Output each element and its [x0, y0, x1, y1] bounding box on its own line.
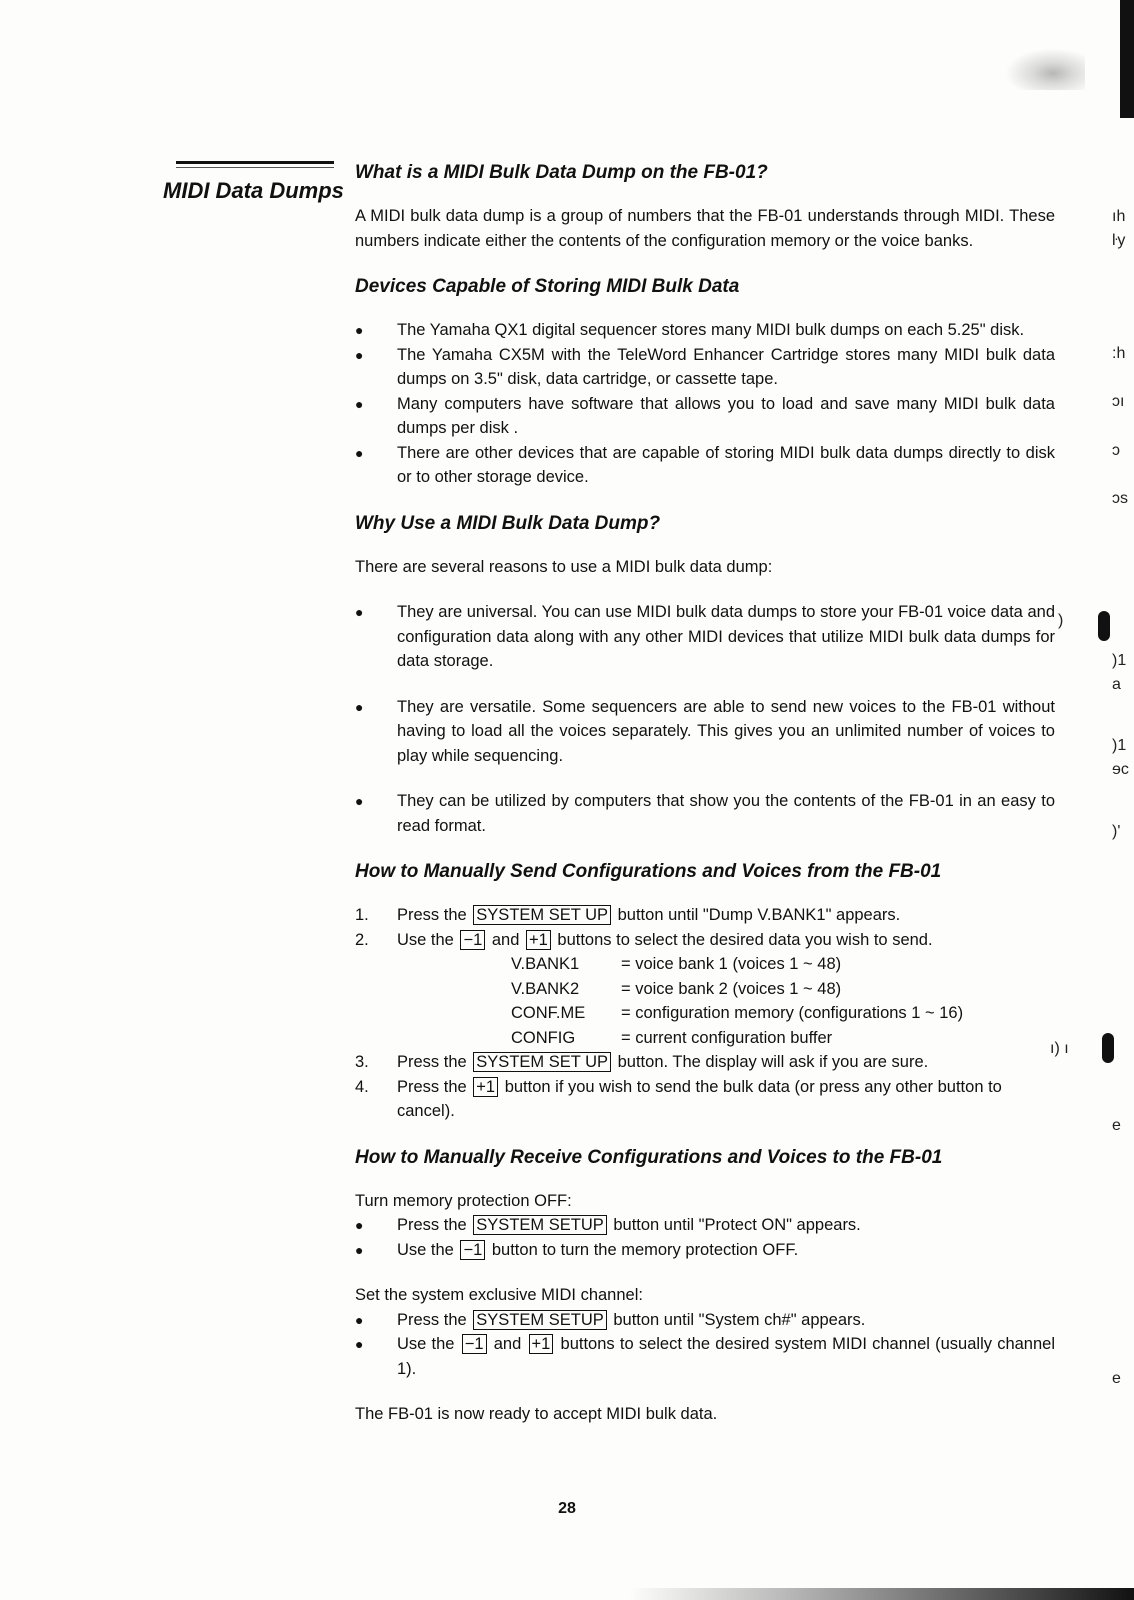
key-label: −1	[460, 1240, 485, 1260]
item-text: Press the	[397, 1216, 467, 1234]
key-label: SYSTEM SET UP	[473, 905, 611, 925]
section-intro: There are several reasons to use a MIDI bulk data dump:	[355, 557, 773, 576]
edge-fragment: :h	[1112, 345, 1126, 362]
step-text: Press the	[397, 1077, 467, 1096]
list-item	[355, 1238, 1055, 1263]
edge-fragment: e	[1112, 1370, 1121, 1387]
step-item	[355, 1075, 1055, 1124]
item-text: button until "System ch#" appears.	[613, 1310, 866, 1329]
step-text: Press the	[397, 906, 467, 924]
scan-artifact	[1005, 48, 1085, 90]
bullet-list	[355, 1213, 1055, 1262]
step-text: Use the	[397, 930, 454, 949]
edge-fragment: ↄı	[1112, 393, 1125, 410]
list-item: ● They can be utilized by computers that show you the contents of the FB-01 in an easy to read format.	[355, 789, 1055, 838]
definition-row	[511, 952, 1055, 977]
step-text: buttons to select the desired data you wish to send.	[557, 930, 933, 949]
step-item	[355, 928, 1055, 1051]
definition-desc: = voice bank 1 (voices 1 ~ 48)	[621, 955, 842, 973]
section-heading: How to Manually Receive Configurations and Voices to the FB-01	[355, 1146, 943, 1168]
edge-fragment: ıh	[1112, 208, 1126, 225]
key-label: SYSTEM SETUP	[473, 1310, 606, 1330]
step-item	[355, 1050, 1055, 1075]
list-item	[355, 1213, 1055, 1238]
definition-row	[511, 1001, 1055, 1026]
definition-row	[511, 1026, 1055, 1051]
bullet-list	[355, 1308, 1055, 1382]
edge-fragment: )1	[1112, 652, 1127, 669]
list-item: ● The Yamaha CX5M with the TeleWord Enhancer Cartridge stores many MIDI bulk data dumps on 3.5" disk, data cartridge, or cassette tape.	[355, 343, 1055, 392]
edge-fragment: ı) ı	[1050, 1040, 1069, 1057]
definition-list	[511, 952, 1055, 1050]
key-label: +1	[529, 1334, 554, 1354]
list-item: ● They are versatile. Some sequencers are able to send new voices to the FB-01 without having to load all the voices separately. This gives you an unlimited number of voices to play while sequencing.	[355, 695, 1055, 769]
bullet-list	[355, 600, 1055, 838]
list-item: ● The Yamaha QX1 digital sequencer stores many MIDI bulk dumps on each 5.25" disk.	[355, 318, 1055, 343]
step-number: 3.	[355, 1053, 369, 1071]
list-item: ● Many computers have software that allows you to load and save many MIDI bulk data dumps per disk .	[355, 392, 1055, 441]
section-heading: How to Manually Send Configurations and Voices from the FB-01	[355, 861, 942, 882]
page-edge-bar	[1120, 0, 1134, 118]
edge-fragment: ɘc	[1112, 761, 1129, 778]
section-heading: Why Use a MIDI Bulk Data Dump?	[355, 512, 661, 534]
ink-blot	[1098, 611, 1110, 641]
list-item: ● There are other devices that are capable of storing MIDI bulk data dumps directly to disk or to other storage device.	[355, 441, 1055, 490]
step-number: 1.	[355, 906, 369, 924]
key-label: SYSTEM SET UP	[473, 1052, 611, 1072]
definition-desc: = voice bank 2 (voices 1 ~ 48)	[621, 979, 842, 998]
edge-fragment: )	[1058, 612, 1064, 629]
key-label: −1	[462, 1334, 487, 1354]
section-heading: Devices Capable of Storing MIDI Bulk Data	[355, 276, 740, 297]
sidebar-title: MIDI Data Dumps	[163, 178, 344, 203]
page-number: 28	[558, 1500, 576, 1517]
definition-code: V.BANK2	[511, 979, 580, 998]
key-label: −1	[460, 930, 485, 950]
bullet-list	[355, 318, 1055, 490]
sidebar-rule-thin	[176, 167, 334, 168]
key-label: +1	[526, 930, 551, 950]
item-text: button until "Protect ON" appears.	[613, 1216, 861, 1234]
edge-fragment: a	[1112, 676, 1121, 693]
item-text: buttons to select the desired system MIDI channel (usually channel 1).	[397, 1335, 1055, 1378]
edge-fragment: )1	[1112, 737, 1127, 754]
definition-desc: = current configuration buffer	[621, 1028, 833, 1047]
closing-text: The FB-01 is now ready to accept MIDI bulk data.	[355, 1405, 718, 1423]
definition-desc: = configuration memory (configurations 1 ~ 16)	[621, 1004, 964, 1022]
section-heading: What is a MIDI Bulk Data Dump on the FB-01?	[355, 162, 768, 183]
scan-bottom-edge	[630, 1588, 1134, 1600]
item-text: button to turn the memory protection OFF.	[491, 1240, 799, 1259]
definition-row	[511, 977, 1055, 1002]
step-text: Press the	[397, 1053, 467, 1071]
definition-code: CONF.ME	[511, 1004, 586, 1022]
list-item	[355, 1308, 1055, 1333]
edge-fragment: e	[1112, 1117, 1121, 1134]
step-list	[355, 903, 1055, 1124]
item-text: Use the	[397, 1240, 454, 1259]
ink-blot	[1102, 1033, 1114, 1063]
step-text: button. The display will ask if you are sure.	[617, 1053, 929, 1071]
edge-fragment: ↄs	[1112, 490, 1128, 507]
item-text: Press the	[397, 1310, 467, 1329]
step-text: and	[491, 930, 520, 949]
step-text: button until "Dump V.BANK1" appears.	[617, 906, 901, 924]
main-content	[355, 160, 1055, 1427]
step-text: button if you wish to send the bulk data (or press any other button to cancel).	[397, 1077, 1002, 1120]
definition-code: V.BANK1	[511, 955, 580, 973]
key-label: SYSTEM SETUP	[473, 1215, 606, 1235]
step-number: 4.	[355, 1077, 369, 1096]
group-intro: Turn memory protection OFF:	[355, 1191, 572, 1210]
edge-fragment: ŀy	[1112, 232, 1126, 249]
list-item	[355, 1332, 1055, 1381]
item-text: and	[493, 1335, 522, 1353]
sidebar-rule	[176, 161, 334, 164]
group-intro: Set the system exclusive MIDI channel:	[355, 1286, 643, 1304]
step-item	[355, 903, 1055, 928]
step-number: 2.	[355, 930, 369, 949]
key-label: +1	[473, 1077, 498, 1097]
edge-fragment: )'	[1112, 823, 1121, 840]
list-item: ● They are universal. You can use MIDI bulk data dumps to store your FB-01 voice data and configuration data along with any other MIDI devices that utilize MIDI bulk data dumps for data storage.	[355, 600, 1055, 674]
definition-code: CONFIG	[511, 1028, 576, 1047]
edge-fragment: ↄ	[1112, 442, 1120, 459]
item-text: Use the	[397, 1335, 455, 1353]
section-paragraph: A MIDI bulk data dump is a group of numbers that the FB-01 understands through MIDI. These numbers indicate either the contents of the configuration memory or the voice banks.	[355, 207, 1055, 250]
